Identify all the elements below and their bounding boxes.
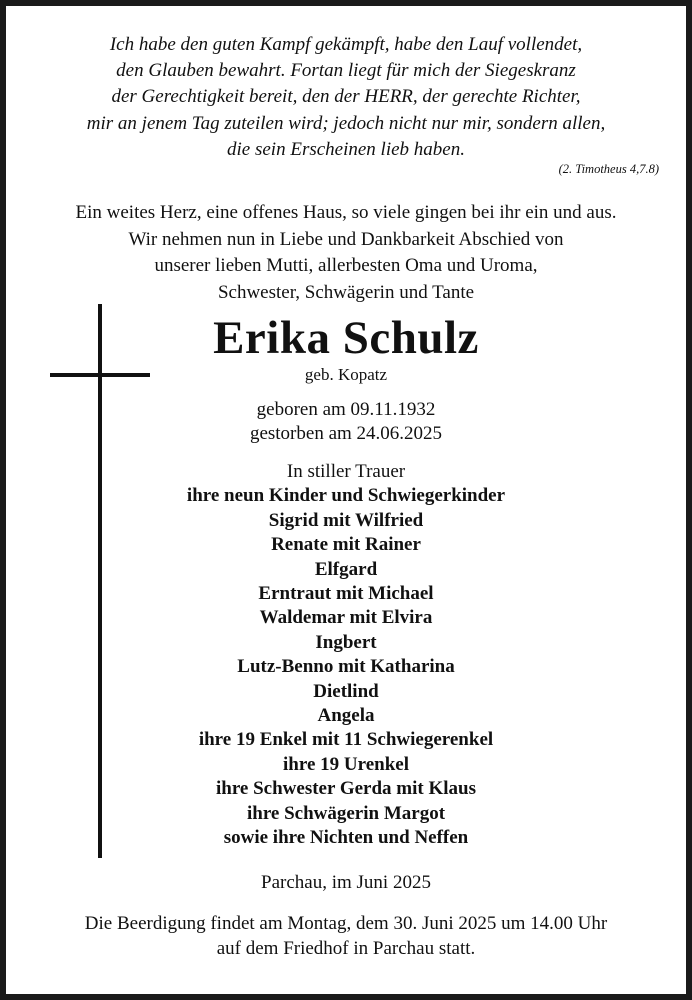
verse-line: Ich habe den guten Kampf gekämpft, habe den Lauf vollendet, (109, 34, 583, 55)
verse-line: den Glauben bewahrt. Fortan liegt für mich der Siegeskranz (116, 60, 576, 82)
intro-text (14, 200, 678, 306)
mourner-line: sowie ihre Nichten und Neffen (223, 827, 469, 849)
verse-line: der Gerechtigkeit bereit, den der HERR, der gerechte Richter, (111, 86, 581, 108)
mourner-line: Ingbert (315, 631, 377, 653)
mourners-list (0, 460, 692, 851)
life-dates (0, 398, 692, 446)
mourner-line: Elfgard (314, 558, 378, 580)
place-date: Parchau, im Juni 2025 (261, 872, 431, 893)
mourner-line: Dietlind (313, 680, 379, 702)
mourner-line: Lutz-Benno mit Katharina (237, 656, 455, 678)
mourner-line: ihre Schwägerin Margot (246, 802, 446, 824)
death-date: gestorben am 24.06.2025 (249, 423, 443, 444)
mourner-line: ihre 19 Urenkel (283, 753, 409, 775)
birth-date: geboren am 09.11.1932 (256, 399, 436, 420)
mourner-line: ihre Schwester Gerda mit Klaus (216, 778, 476, 800)
mourner-line: ihre neun Kinder und Schwiegerkinder (186, 485, 506, 507)
funeral-line: Die Beerdigung findet am Montag, dem 30. Juni 2025 um 14.00 Uhr (84, 913, 608, 934)
mourner-line: Waldemar mit Elvira (259, 607, 433, 629)
verse-line: mir an jenem Tag zuteilen wird; jedoch nicht nur mir, sondern allen, (86, 112, 606, 134)
mourner-line: Angela (317, 705, 375, 727)
mourner-line: Renate mit Rainer (271, 534, 421, 556)
verse-line: die sein Erscheinen lieb haben. (227, 138, 465, 160)
intro-line: unserer lieben Mutti, allerbesten Oma und Uroma, (154, 255, 538, 276)
mourner-line: ihre 19 Enkel mit 11 Schwiegerenkel (198, 729, 494, 751)
funeral-info (0, 912, 692, 961)
bible-verse (20, 32, 672, 163)
mourner-line: Erntraut mit Michael (258, 583, 434, 605)
deceased-name: Erika Schulz (213, 312, 479, 364)
mourner-line: Sigrid mit Wilfried (268, 509, 424, 531)
intro-line: Ein weites Herz, eine offenes Haus, so viele gingen bei ihr ein und aus. (75, 202, 617, 223)
intro-line: Schwester, Schwägerin und Tante (217, 281, 475, 303)
funeral-line: auf dem Friedhof in Parchau statt. (216, 937, 476, 959)
intro-line: Wir nehmen nun in Liebe und Dankbarkeit Abschied von (128, 228, 564, 250)
verse-citation: (2. Timotheus 4,7.8) (558, 162, 659, 176)
mourners-lead: In stiller Trauer (286, 461, 406, 482)
maiden-name: geb. Kopatz (304, 365, 388, 384)
